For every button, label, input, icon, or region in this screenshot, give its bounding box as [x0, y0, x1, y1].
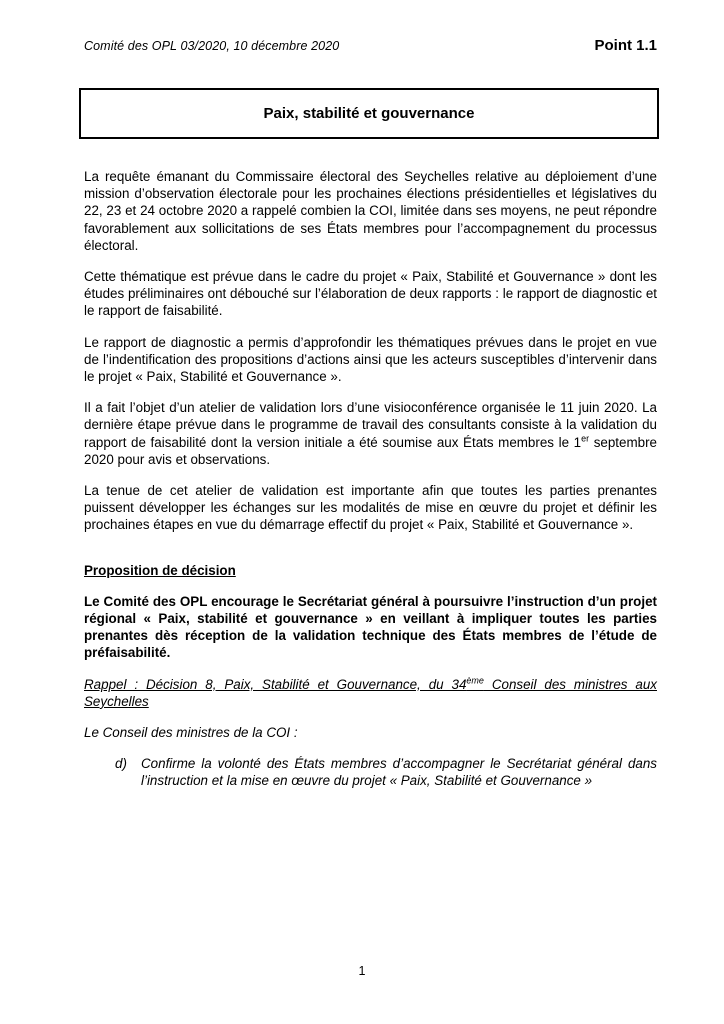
page-number: 1	[358, 964, 366, 978]
page-content	[84, 0, 657, 790]
paragraph-4-text-end: septembre 2020 pour avis et observations.	[84, 434, 657, 467]
paragraph-3: Le rapport de diagnostic a permis d’approfondir les thématiques prévues dans le projet en vue de l’indentification des propositions d’actions ainsi que les acteurs susceptibles d’intervenir dans le projet « Paix, Stabilité et Gouvernance ».	[84, 334, 657, 385]
body-text	[84, 168, 657, 790]
paragraph-4	[84, 399, 657, 468]
document-title: Paix, stabilité et gouvernance	[263, 105, 475, 122]
paragraph-4-superscript: er	[581, 433, 590, 444]
paragraph-4-text: Il a fait l’objet d’un atelier de validation lors d’une visioconférence organisée le 11 juin 2020. La dernière étape prévue dans le programme de travail des consultants consiste à la validation du rapport de faisabilité dont la version initiale a été soumise aux États membres le 1	[84, 400, 657, 450]
paragraph-2: Cette thématique est prévue dans le cadre du projet « Paix, Stabilité et Gouvernance » dont les études préliminaires ont débouché sur l’élaboration de deux rapports : le rapport de diagnostic et le rapport de faisabilité.	[84, 269, 657, 319]
paragraph-5: La tenue de cet atelier de validation est importante afin que toutes les parties prenantes puissent développer les échanges sur les modalités de mise en œuvre du projet et définir les prochaines étapes en vue du démarrage effectif du projet « Paix, Stabilité et Gouvernance ».	[84, 483, 657, 533]
rappel-heading	[84, 676, 657, 710]
rappel-heading-text: Rappel : Décision 8, Paix, Stabilité et Gouvernance, du 34	[84, 676, 467, 692]
document-header	[84, 37, 657, 54]
rappel-list-item-d	[84, 755, 657, 789]
paragraph-1: La requête émanant du Commissaire électoral des Seychelles relative au déploiement d’une mission d’observation électorale pour les prochaines élections présidentielles et législatives du 22, 23 et 24 octobre 2020 a rappelé combien la COI, limitée dans ses moyens, ne peut répondre favorablement aux sollicitations de ses États membres pour l’accompagnement du processus électoral.	[84, 169, 657, 253]
agenda-point: Point 1.1	[594, 37, 657, 54]
decision-heading: Proposition de décision	[84, 562, 236, 578]
decision-text: Le Comité des OPL encourage le Secrétariat général à poursuivre l’instruction d’un projet régional « Paix, stabilité et gouvernance » en veillant à impliquer toutes les parties prenantes dès réception de la validation technique des États membres de l’étude de préfaisabilité.	[84, 593, 657, 661]
title-box	[79, 88, 659, 139]
list-item-text: Confirme la volonté des États membres d’accompagner le Secrétariat général dans l’instruction et la mise en œuvre du projet « Paix, Stabilité et Gouvernance »	[141, 756, 657, 789]
list-item-marker: d)	[115, 756, 127, 772]
committee-reference: Comité des OPL 03/2020, 10 décembre 2020	[84, 39, 340, 53]
rappel-heading-superscript: ème	[466, 675, 484, 686]
rappel-heading-text-end: Conseil des ministres aux Seychelles	[84, 676, 657, 709]
rappel-intro: Le Conseil des ministres de la COI :	[84, 725, 298, 741]
